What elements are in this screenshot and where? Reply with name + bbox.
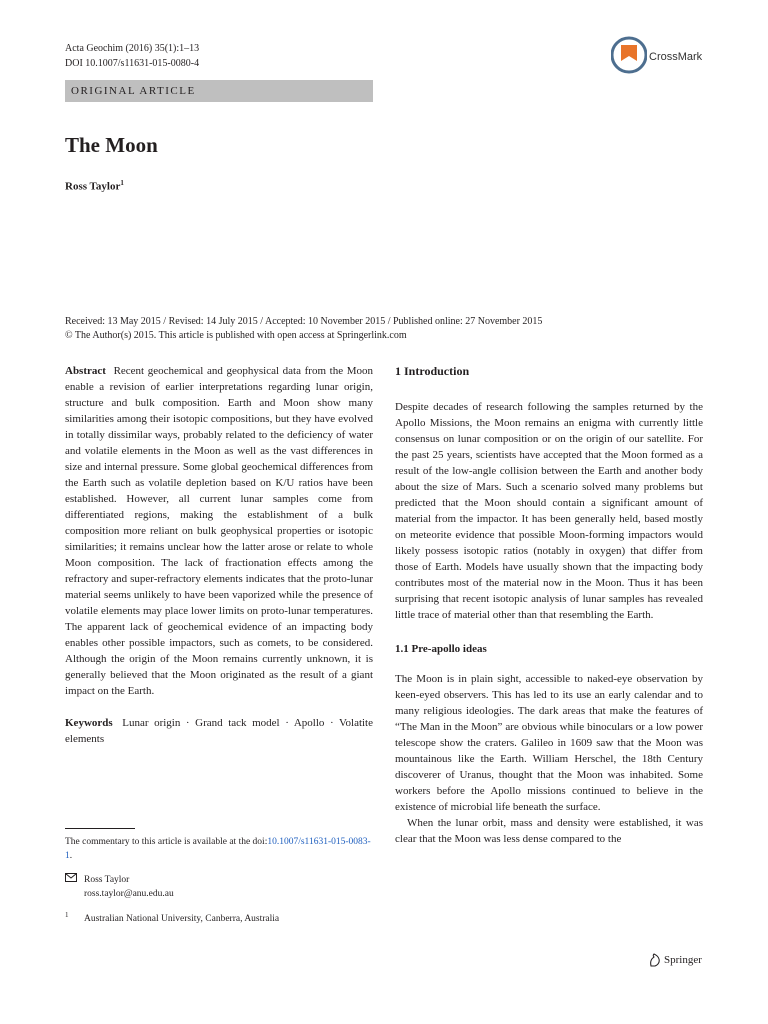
keywords-text: Lunar origin · Grand tack model · Apollo · Volatite elements	[65, 717, 373, 745]
copyright-line: © The Author(s) 2015. This article is published with open access at Springerlink.com	[65, 330, 407, 341]
contact-email[interactable]: ross.taylor@anu.edu.au	[84, 889, 174, 899]
abstract-label: Abstract	[65, 365, 106, 377]
pre-apollo-paragraph-1: The Moon is in plain sight, accessible to naked-eye observation by keen-eyed observers. This has led to its use an early calendar and to many religious ideologies. The dark areas that make the features of “The Man in the Moon” are obvious while binoculars or a low power telescope show the craters. Galileo in 1609 saw that the Moon was mountainous like the Earth. William Herschel, the 18th Century discoverer of Uranus, thought that the Moon was inhabited. Some workers before the Apollo missions continued to believe in the existence of microbial life beneath the surface.	[395, 673, 703, 813]
footnote-rule	[65, 828, 135, 829]
author-name-text: Ross Taylor	[65, 180, 121, 193]
author-name	[65, 179, 124, 193]
dates-line: Received: 13 May 2015 / Revised: 14 July 2015 / Accepted: 10 November 2015 / Published online: 27 November 2015	[65, 316, 543, 327]
subsection-heading-pre-apollo: 1.1 Pre-apollo ideas	[395, 643, 487, 655]
affiliation-number: 1	[65, 911, 69, 919]
keywords	[65, 715, 373, 747]
publication-dates	[65, 315, 542, 343]
commentary-suffix: .	[69, 851, 73, 861]
springer-horse-icon	[648, 953, 661, 967]
abstract-text: Recent geochemical and geophysical data from the Moon enable a revision of earlier interpretations regarding lunar origin, structure and bulk composition. Earth and Moon show many similarities among their isotopic compositions, but they have evolved in totally dissimilar ways, probably related to the deficiency of water and volatile elements in the Moon as well as the vast differences in size and internal pressure. Some global geochemical differences from the Earth such as volatile depletion based on K/U ratios have been established. However, all current lunar samples come from differentiated regions, making the establishment of a bulk composition more reliant on bulk geophysical properties or isotopic similarities; it remains unclear how the latter arose or relate to whole Moon composition. The lack of fractionation effects among the refractory and super-refractory elements indicates that the proto-lunar material seems unlikely to have been vaporized while the presence of volatile elements may place lower limits on proto-lunar temperatures. The apparent lack of geochemical evidence of an impacting body enables other possible impactors, such as comets, to be considered. Although the origin of the Moon remains currently unknown, it is generally believed that the Moon originated as the result of a giant impact on the Earth.	[65, 365, 373, 697]
abstract	[65, 363, 373, 699]
author-affil-sup: 1	[120, 179, 124, 187]
publisher-name: Springer	[664, 954, 702, 966]
paper-title: The Moon	[65, 133, 158, 157]
introduction-paragraph: Despite decades of research following the samples returned by the Apollo Missions, the Moon remains an enigma with currently little consensus on lunar composition or on the origin of our satellite. For the past 25 years, scientists have accepted that the Moon formed as a result of the low-angle collision between the Earth and another body about the size of Mars. Such a scenario solved many problems but predicted that the Moon should contain a significant amount of material from the impactor. It has been generally held, based mostly on meteorite evidence that possible Moon-forming impactors would likely possess isotopic ratios (notably in oxygen) that differ from those of Earth. Models have usually shown that the impacting body contributes most of the material now in the Moon. Thus it has been surprising that recent isotopic analysis of lunar samples has revealed little trace of material other than that resembling the Earth.	[395, 401, 703, 621]
right-column	[395, 363, 703, 847]
affiliation: Australian National University, Canberra, Australia	[84, 914, 280, 924]
contact-info	[84, 873, 174, 901]
contact-name: Ross Taylor	[84, 875, 130, 885]
section-heading-introduction: 1 Introduction	[395, 364, 470, 378]
keywords-label: Keywords	[65, 717, 113, 729]
commentary-doi-link[interactable]: 10.1007/s11631-015-0083-1	[65, 837, 371, 861]
publisher-logo	[648, 953, 702, 967]
doi: DOI 10.1007/s11631-015-0080-4	[65, 58, 200, 69]
crossmark-label: CrossMark	[649, 51, 703, 63]
left-column	[65, 363, 373, 747]
journal-citation: Acta Geochim (2016) 35(1):1–13	[65, 43, 200, 54]
commentary-note	[65, 835, 373, 863]
crossmark-icon	[611, 35, 647, 75]
crossmark-badge[interactable]	[611, 35, 711, 75]
pre-apollo-paragraph-2: When the lunar orbit, mass and density were established, it was clear that the Moon was less dense compared to the	[395, 817, 703, 845]
commentary-text: The commentary to this article is available at the doi:	[65, 837, 268, 847]
envelope-icon	[65, 873, 77, 888]
article-type-banner: ORIGINAL ARTICLE	[65, 80, 373, 102]
